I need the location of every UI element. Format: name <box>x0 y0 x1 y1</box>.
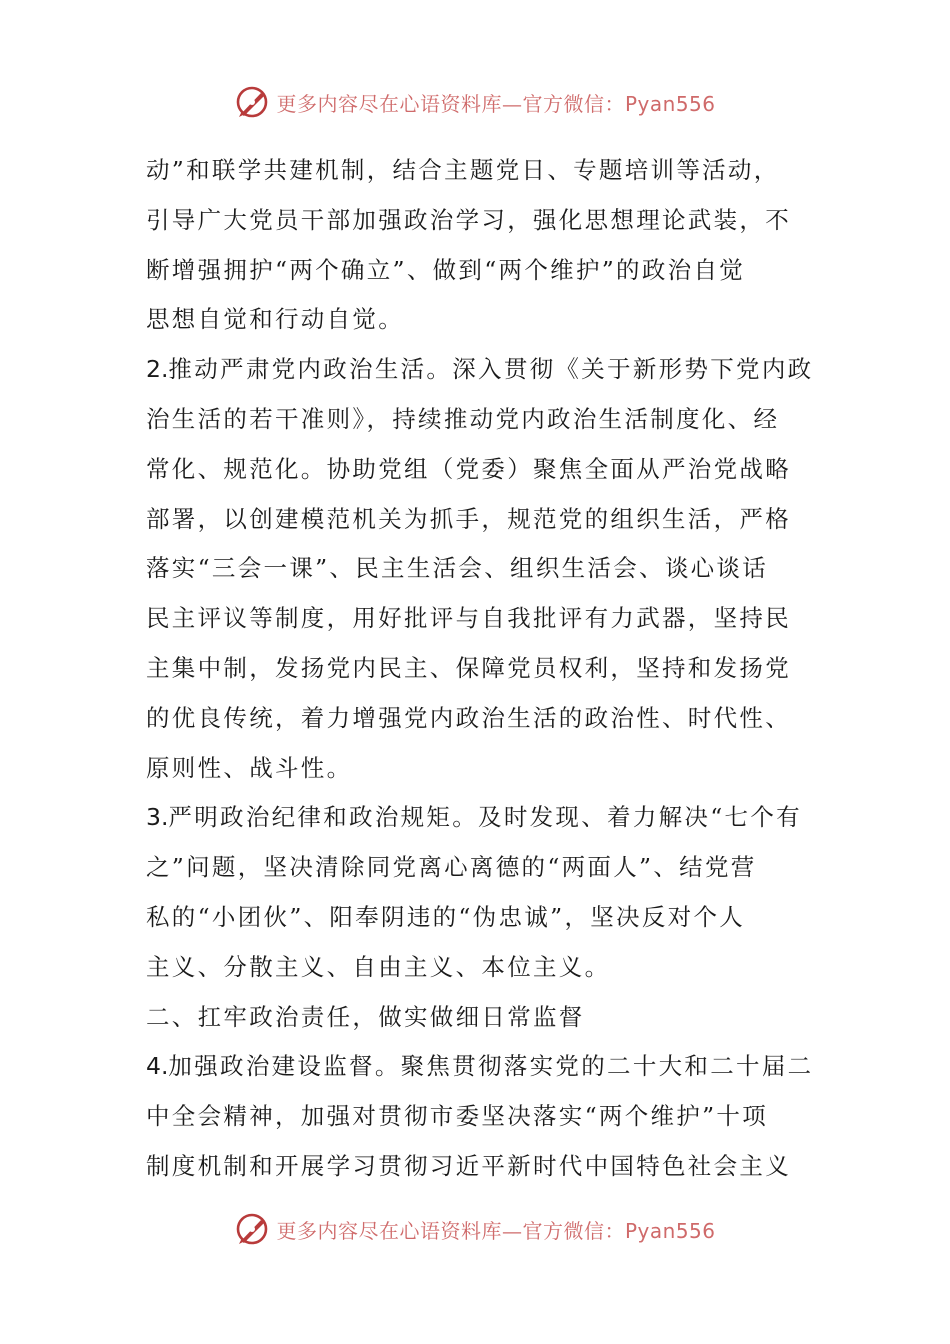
text-line <box>146 544 806 594</box>
text-line <box>146 1092 806 1142</box>
line-text: 引导广大党员干部加强政治学习，强化思想理论武装，不 <box>146 205 791 234</box>
line-text: 落实“三会一课”、民主生活会、组织生活会、谈心谈话 <box>146 554 769 583</box>
item-number: 2. <box>146 355 169 384</box>
text-line <box>146 246 806 296</box>
watermark-label: 更多内容尽在心语资料库—官方微信： <box>276 1218 625 1243</box>
text-line <box>146 445 806 495</box>
text-line <box>146 146 806 196</box>
text-line <box>146 345 814 395</box>
line-text: 民主评议等制度，用好批评与自我批评有力武器，坚持民 <box>146 604 791 633</box>
watermark-text <box>276 88 715 117</box>
line-text: 原则性、战斗性。 <box>146 753 353 782</box>
line-text: 主集中制，发扬党内民主、保障党员权利，坚持和发扬党 <box>146 653 791 682</box>
text-line <box>146 744 806 794</box>
line-text: 思想自觉和行动自觉。 <box>146 305 404 334</box>
text-line <box>146 694 806 744</box>
pen-circle-logo-icon <box>234 84 270 120</box>
text-line <box>146 793 806 843</box>
text-line <box>146 295 806 345</box>
line-text: 断增强拥护“两个确立”、做到“两个维护”的政治自觉 <box>146 255 746 284</box>
line-text: 部署，以创建模范机关为抓手，规范党的组织生活，严格 <box>146 504 791 533</box>
text-line <box>146 594 806 644</box>
line-text: 中全会精神，加强对贯彻市委坚决落实“两个维护”十项 <box>146 1102 769 1131</box>
line-text: 加强政治建设监督。聚焦贯彻落实党的二十大和二十届二 <box>168 1052 814 1081</box>
line-text: 治生活的若干准则》，持续推动党内政治生活制度化、经 <box>146 404 780 433</box>
watermark-label: 更多内容尽在心语资料库—官方微信： <box>276 91 625 116</box>
line-text: 主义、分散主义、自由主义、本位主义。 <box>146 952 611 981</box>
text-line <box>146 893 806 943</box>
wechat-handle: Pyan556 <box>624 1218 716 1243</box>
text-line <box>146 395 806 445</box>
header-watermark-banner <box>0 82 950 122</box>
line-text: 常化、规范化。协助党组（党委）聚焦全面从严治党战略 <box>146 454 791 483</box>
footer-watermark-banner <box>0 1209 950 1249</box>
text-line <box>146 196 806 246</box>
line-text: 之”问题，坚决清除同党离心离德的“两面人”、结党营 <box>146 853 757 882</box>
document-body <box>146 146 814 1192</box>
text-line <box>146 943 806 993</box>
text-line <box>146 1142 806 1192</box>
line-text: 推动严肃党内政治生活。深入贯彻《关于新形势下党内政 <box>168 355 814 384</box>
wechat-handle: Pyan556 <box>624 91 716 116</box>
watermark-text <box>276 1215 715 1244</box>
pen-circle-logo-icon <box>234 1211 270 1247</box>
line-text: 严明政治纪律和政治规矩。及时发现、着力解决“七个有 <box>168 803 802 832</box>
line-text: 的优良传统，着力增强党内政治生活的政治性、时代性、 <box>146 703 791 732</box>
text-line <box>146 644 806 694</box>
line-text: 私的“小团伙”、阳奉阴违的“伪忠诚”，坚决反对个人 <box>146 902 746 931</box>
line-text: 二、扛牢政治责任，做实做细日常监督 <box>146 1002 585 1031</box>
text-line <box>146 993 806 1043</box>
line-text: 动”和联学共建机制，结合主题党日、专题培训等活动， <box>146 156 780 184</box>
line-text: 制度机制和开展学习贯彻习近平新时代中国特色社会主义 <box>146 1151 791 1180</box>
text-line <box>146 495 806 545</box>
item-number: 3. <box>146 803 169 832</box>
item-number: 4. <box>146 1052 169 1081</box>
text-line <box>146 843 806 893</box>
text-line <box>146 1042 814 1092</box>
